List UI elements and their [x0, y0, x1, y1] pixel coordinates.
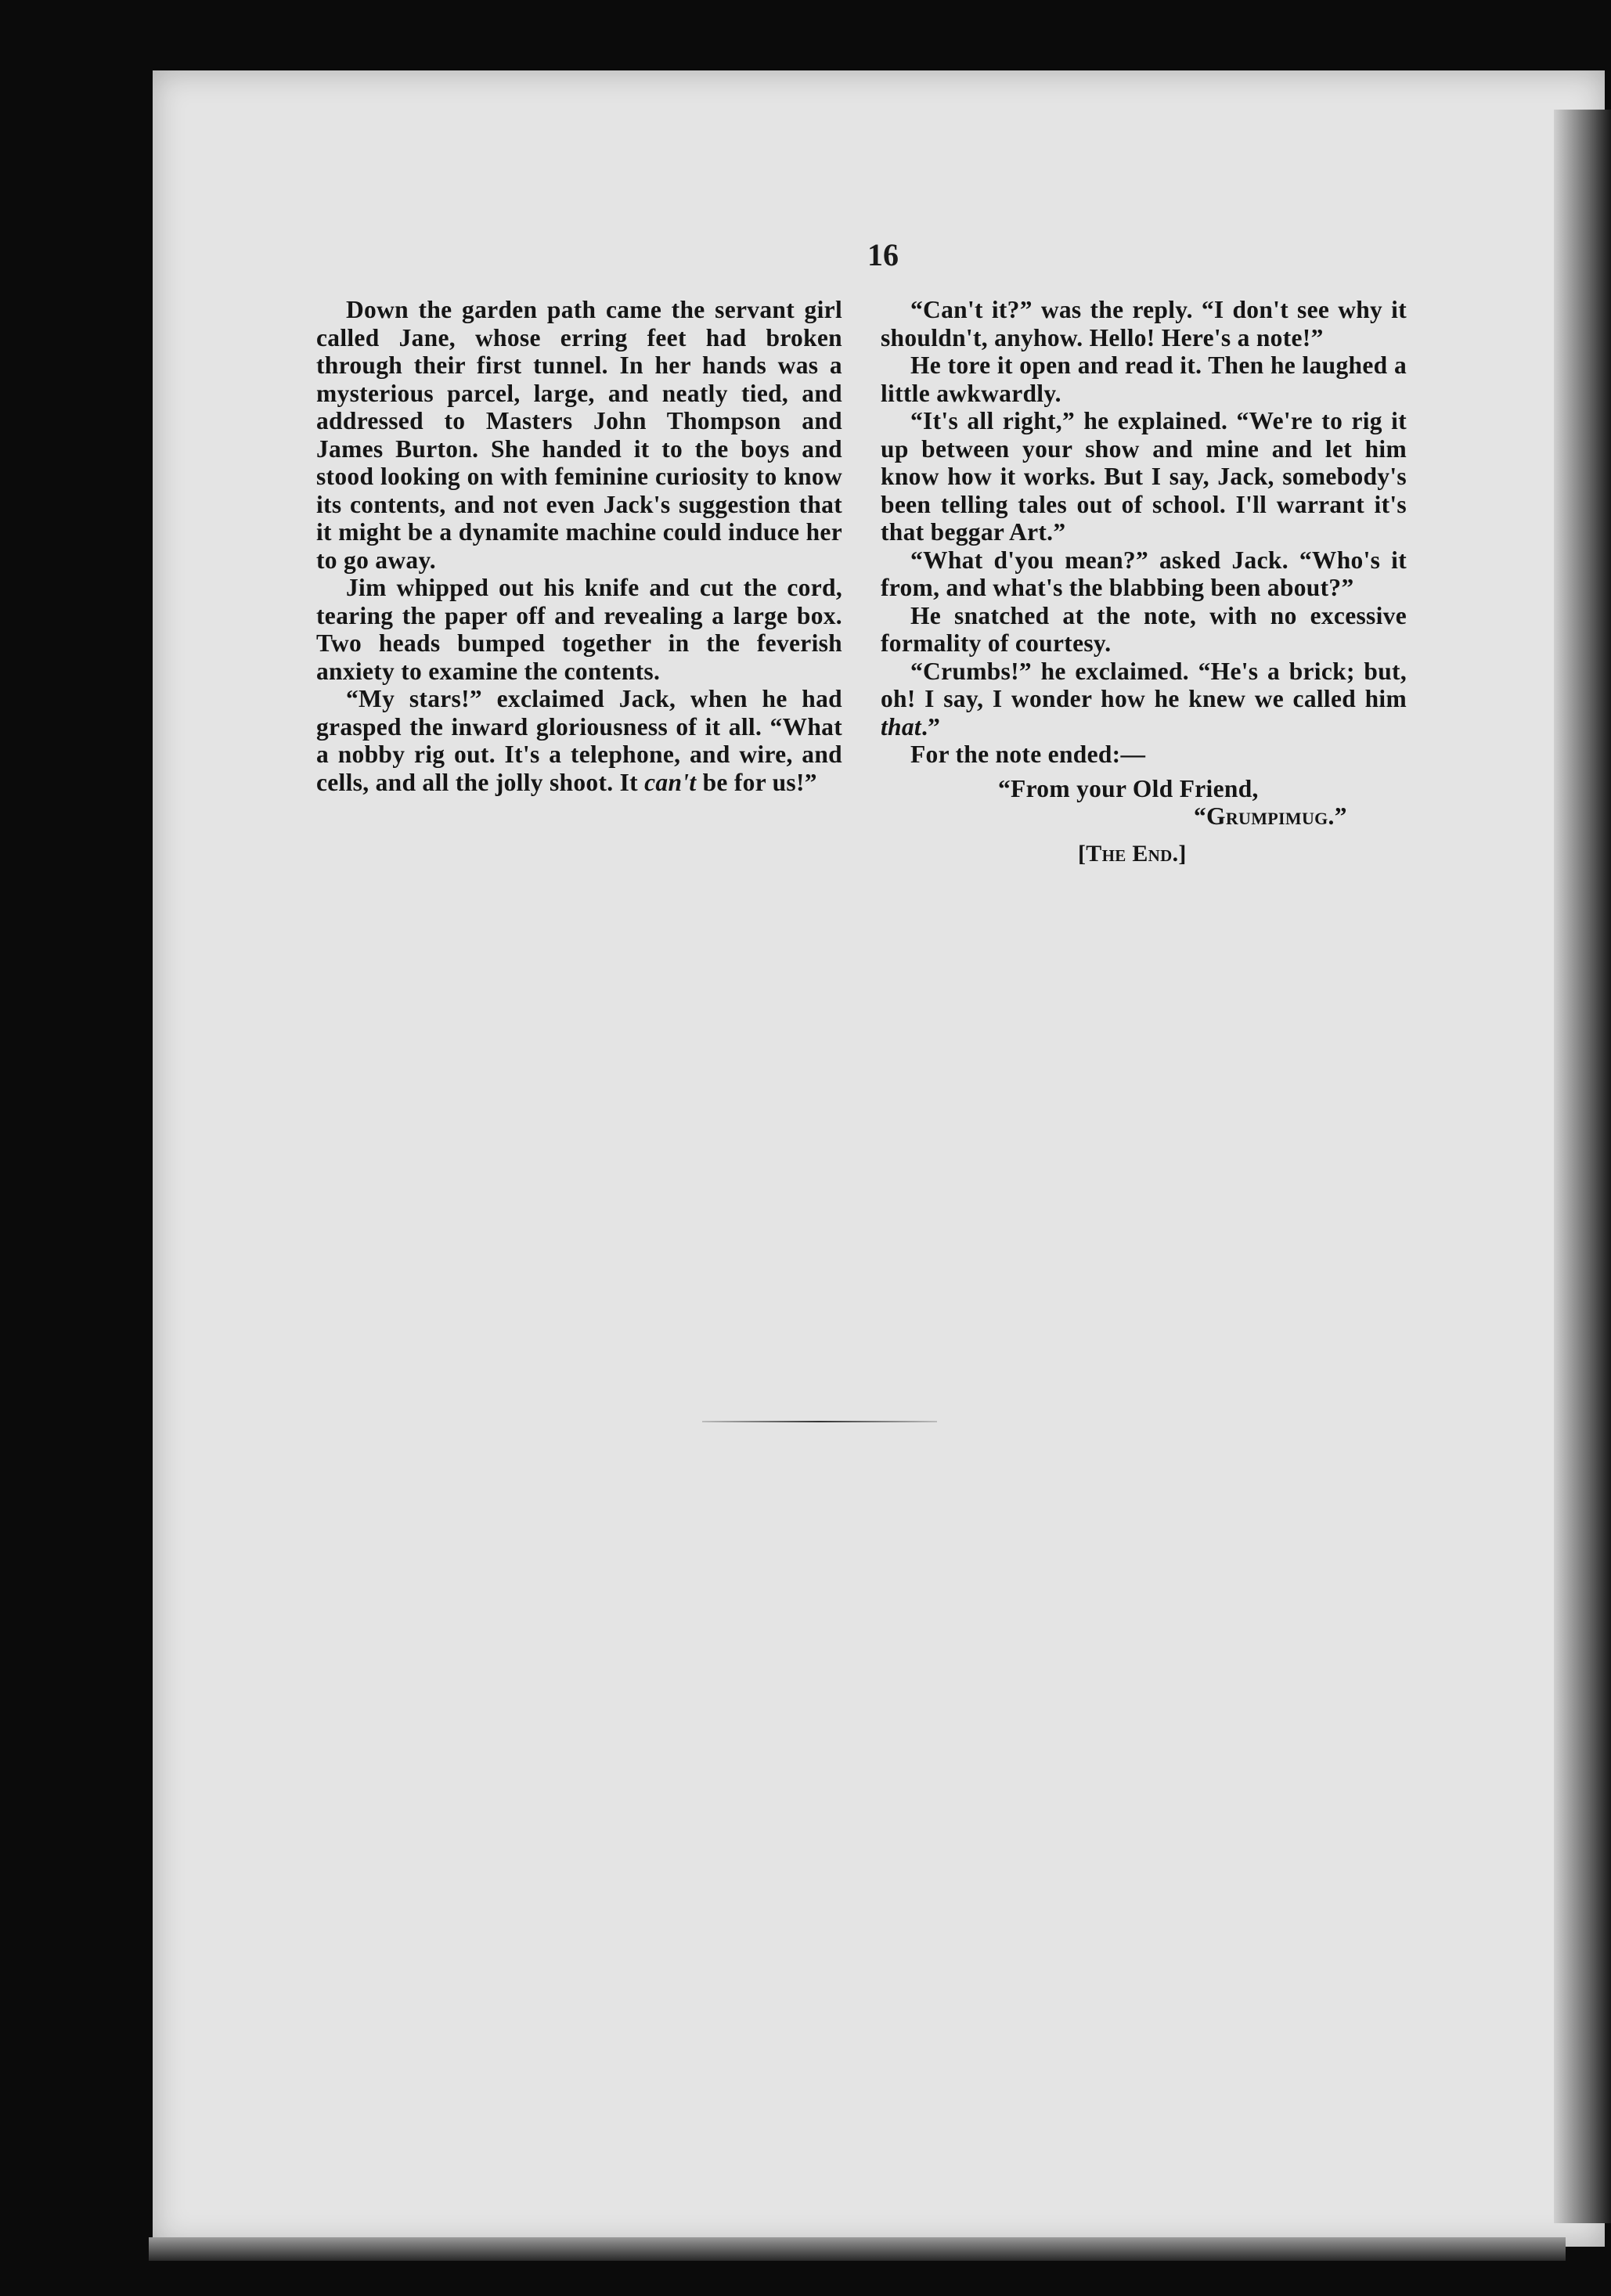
end-mark: [The End.]: [1078, 840, 1187, 867]
signature-line: “From your Old Friend,: [998, 774, 1259, 802]
paragraph: He snatched at the note, with no excessive formality of courtesy.: [881, 601, 1407, 657]
italic-run: that: [881, 712, 921, 741]
text-run: “Crumbs!” he exclaimed. “He's a brick; but, oh! I say, I wonder how he knew we called him: [881, 657, 1407, 712]
text-run: .”: [921, 712, 941, 741]
page-edge-bottom: [149, 2237, 1566, 2261]
page-edge-right: [1554, 110, 1611, 2223]
paragraph: “It's all right,” he explained. “We're to rig it up between your show and mine and let him know how it works. But I say, Jack, somebody's been telling tales out of school. I'll warrant it's that beggar Art.”: [881, 407, 1407, 546]
paragraph: “Can't it?” was the reply. “I don't see why it shouldn't, anyhow. Hello! Here's a note!”: [881, 296, 1407, 351]
signature-name: “Grumpimug.”: [1194, 802, 1347, 830]
divider-rule: [702, 1421, 937, 1422]
text-run: “My stars!” exclaimed Jack, when he had grasped the inward gloriousness of it all. “What a nobby rig out. It's a telephone, and wire, and cells, and all the jolly shoot. It: [316, 685, 842, 796]
paragraph: Down the garden path came the servant girl called Jane, whose erring feet had broken through their first tunnel. In her hands was a mysterious parcel, large, and neatly tied, and addressed to Masters John Thompson and James Burton. She handed it to the boys and stood looking on with feminine curiosity to know its contents, and not even Jack's suggestion that it might be a dynamite machine could induce her to go away.: [316, 296, 842, 574]
right-column: [881, 296, 1407, 867]
text-run: be for us!”: [696, 768, 817, 796]
paragraph: “What d'you mean?” asked Jack. “Who's it from, and what's the blabbing been about?”: [881, 546, 1407, 601]
page-number: 16: [867, 237, 899, 272]
paragraph: [316, 685, 842, 796]
left-column: [316, 296, 842, 796]
paragraph: For the note ended:—: [910, 741, 1146, 768]
italic-run: can't: [644, 768, 697, 796]
paragraph: Jim whipped out his knife and cut the cord, tearing the paper off and revealing a large box. Two heads bumped together in the feverish anxiety to examine the contents.: [316, 574, 842, 685]
paragraph: He tore it open and read it. Then he laughed a little awkwardly.: [881, 351, 1407, 407]
paragraph: [881, 658, 1407, 741]
